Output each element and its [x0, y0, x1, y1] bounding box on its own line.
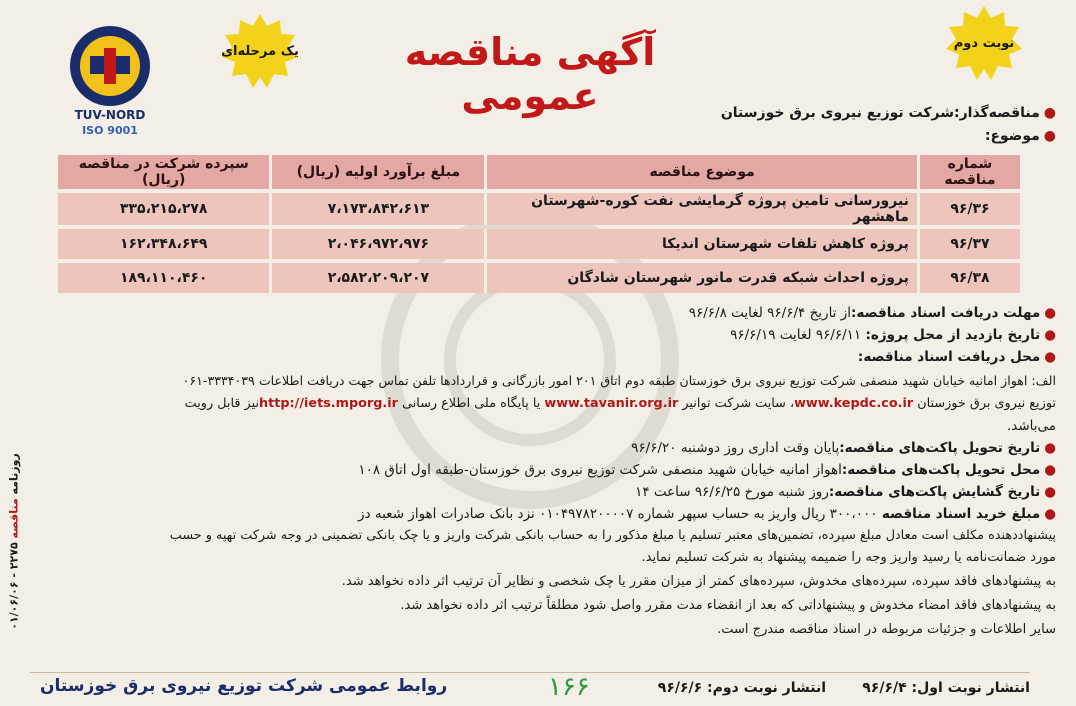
bullet-icon: ● [1044, 484, 1056, 500]
location-label: محل دریافت اسناد مناقصه: [857, 349, 1041, 365]
deadline-line [689, 305, 1056, 321]
side-strip-label-b: مناقصه [7, 498, 21, 539]
logo-iso-text: ISO 9001 [82, 124, 138, 137]
row-number: ۹۶/۳۶ [917, 193, 1020, 225]
bullet-icon: ● [1044, 462, 1056, 478]
location-text-a: توزیع نیروی برق خوزستان [917, 396, 1056, 411]
row-subject: نیرورسانی تامین پروژه گرمایشی نفت کوره-شهرستان ماهشهر [484, 193, 917, 225]
delivery-place-label: محل تحویل پاکت‌های مناقصه: [841, 462, 1041, 478]
row-number: ۹۶/۳۷ [917, 229, 1020, 259]
row-deposit: ۱۸۹،۱۱۰،۴۶۰ [58, 263, 269, 293]
row-subject: پروژه کاهش تلفات شهرستان اندیکا [484, 229, 917, 259]
delivery-date-label: تاریخ تحویل پاکت‌های مناقصه: [839, 440, 1041, 456]
side-strip-code: ۲۲۷۵ - ۰۱/۰۶/۰۶ [7, 542, 21, 630]
row-deposit: ۱۶۲،۳۴۸،۶۴۹ [58, 229, 269, 259]
row-subject: پروژه احداث شبکه قدرت مانور شهرستان شادگان [484, 263, 917, 293]
header-subject: موضوع مناقصه [484, 155, 917, 189]
side-strip-label-a: روزنامه [7, 453, 21, 495]
header-deposit: سپرده شرکت در مناقصه (ریال) [58, 155, 269, 189]
stage-badge-label: یک مرحله‌ای [221, 43, 299, 59]
subject-label: موضوع: [984, 128, 1040, 144]
delivery-date-line [631, 440, 1056, 456]
row-estimate: ۲،۵۸۲،۲۰۹،۲۰۷ [269, 263, 484, 293]
public-relations-signature: روابط عمومی شرکت توزیع نیروی برق خوزستان [40, 676, 448, 696]
note-line: پیشنهاددهنده مکلف است معادل مبلغ سپرده، تضمین‌های معتبر تسلیم یا مبلغ مذکور را به حساب بانکی شرکت واریز و یا چک بانکی تضمینی در وجه شرکت تهیه و حسب [169, 528, 1056, 543]
note-line: به پیشنهادهای فاقد امضاء مخدوش و پیشنهاداتی که بعد از انقضاء مدت مقرر واصل شود مطلقاً ترتیب اثر داده نخواهد شد. [400, 598, 1056, 613]
note-line: به پیشنهادهای فاقد سپرده، سپرده‌های مخدوش، سپرده‌های کمتر از میزان مقرر یا چک شخصی و نظایر آن ترتیب اثر داده نخواهد شد. [341, 574, 1056, 589]
delivery-place-value: اهواز امانیه خیابان شهید منصفی شرکت توزیع نیروی برق خوزستان-طبقه اول اتاق ۱۰۸ [358, 462, 842, 478]
bullet-icon: ● [1044, 349, 1056, 365]
opening-line [635, 484, 1056, 500]
table-row [58, 229, 1020, 259]
row-estimate: ۷،۱۷۳،۸۴۲،۶۱۳ [269, 193, 484, 225]
subject-line [985, 128, 1056, 144]
iets-link[interactable]: http://iets.mporg.ir [259, 396, 398, 411]
purchase-value: ۳۰۰،۰۰۰ ریال واریز به حساب سپهر شماره ۰۱۰۴۹۷۸۲۰۰۰۰۷ نزد بانک صادرات اهواز شعبه دز [358, 506, 878, 522]
location-websites [185, 396, 1056, 411]
tavanir-link[interactable]: www.tavanir.org.ir [544, 396, 679, 411]
location-address: الف: اهواز امانیه خیابان شهید منصفی شرکت توزیع نیروی برق خوزستان طبقه دوم اتاق ۲۰۱ امور بازرگانی و قراردادها تلفن تماس جهت دریافت اطلاعات ۳۳۳۴۰۳۹-۰۶۱ [182, 373, 1056, 388]
visit-value: ۹۶/۶/۱۱ لغایت ۹۶/۶/۱۹ [730, 327, 862, 343]
publish-second-date: انتشار نوبت دوم: ۹۶/۶/۶ [657, 680, 826, 696]
round-badge [944, 4, 1024, 84]
visit-line [730, 327, 1056, 343]
note-line: مورد ضمانت‌نامه یا رسید واریز وجه را ضمیمه پیشنهاد به شرکت تسلیم نماید. [641, 550, 1056, 565]
publish-first-date: انتشار نوبت اول: ۹۶/۶/۴ [862, 680, 1030, 696]
bullet-icon: ● [1044, 327, 1056, 343]
handwritten-number: ۱۶۶ [548, 672, 590, 702]
logo-brand-text: TUV-NORD [74, 108, 146, 122]
delivery-date-value: پایان وقت اداری روز دوشنبه ۹۶/۶/۲۰ [631, 440, 840, 456]
round-badge-label: نوبت دوم [953, 35, 1015, 51]
header-estimate: مبلغ برآورد اولیه (ریال) [269, 155, 484, 189]
notice-title: آگهی مناقصه عمومی [404, 30, 656, 118]
location-text-c: یا پایگاه ملی اطلاع رسانی [402, 396, 541, 411]
stage-badge [220, 12, 300, 92]
location-text-d: نیز قابل رویت [184, 396, 260, 411]
row-estimate: ۲،۰۴۶،۹۷۲،۹۷۶ [269, 229, 484, 259]
location-text-b: ، سایت شرکت توانیر [682, 396, 795, 411]
opening-label: تاریخ گشایش پاکت‌های مناقصه: [828, 484, 1041, 500]
bullet-icon: ● [1044, 440, 1056, 456]
organizer-line [721, 105, 1056, 121]
tender-table [58, 151, 1020, 297]
opening-value: روز شنبه مورخ ۹۶/۶/۲۵ ساعت ۱۴ [635, 484, 829, 500]
deadline-label: مهلت دریافت اسناد مناقصه: [851, 305, 1041, 321]
row-number: ۹۶/۳۸ [917, 263, 1020, 293]
side-strip [4, 420, 26, 670]
table-header-row [58, 155, 1020, 189]
note-line: سایر اطلاعات و جزئیات مربوطه در اسناد مناقصه مندرج است. [717, 622, 1056, 637]
deadline-value: از تاریخ ۹۶/۶/۴ لغایت ۹۶/۶/۸ [688, 305, 851, 321]
purchase-label: مبلغ خرید اسناد مناقصه [881, 506, 1041, 522]
bullet-icon: ● [1044, 506, 1056, 522]
delivery-place-line [358, 462, 1056, 478]
location-end: می‌باشد. [1006, 418, 1056, 434]
bullet-icon: ● [1043, 105, 1056, 121]
purchase-line [358, 506, 1056, 522]
location-line [858, 349, 1056, 365]
side-strip-text [8, 422, 21, 662]
bullet-icon: ● [1044, 305, 1056, 321]
organizer-value: شرکت توزیع نیروی برق خوزستان [720, 105, 954, 121]
kepdc-link[interactable]: www.kepdc.co.ir [794, 396, 914, 411]
table-row [58, 193, 1020, 225]
visit-label: تاریخ بازدید از محل پروژه: [865, 327, 1041, 343]
table-row [58, 263, 1020, 293]
bullet-icon: ● [1043, 128, 1056, 144]
row-deposit: ۳۳۵،۲۱۵،۲۷۸ [58, 193, 269, 225]
header-number: شماره مناقصه [917, 155, 1020, 189]
organizer-label: مناقصه‌گذار: [954, 105, 1040, 121]
